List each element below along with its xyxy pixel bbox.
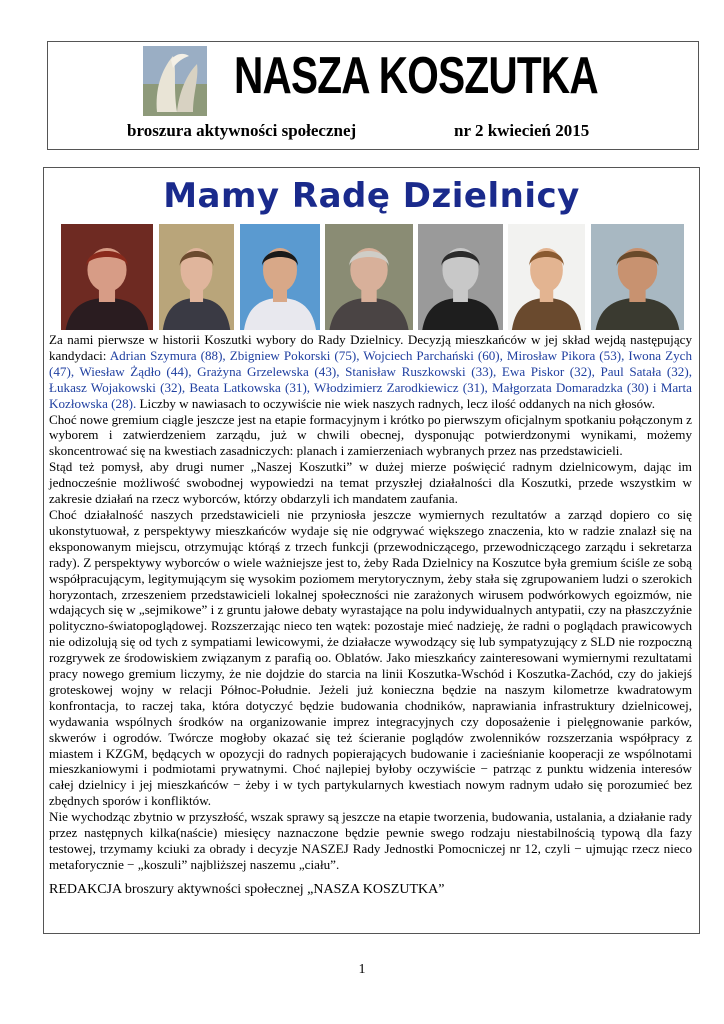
page-number: 1 bbox=[358, 962, 366, 977]
paragraph-3: Stąd też pomysł, aby drugi numer „Naszej Koszutki” w dużej mierze poświęcić radnym dzielnicowym, dając im jednocześnie możliwość swobodnej wypowiedzi na temat przyszłej działalności dla Koszutki, przede wszystkim w zakresie działań na rzecz wyborców, którzy obdarzyli ich mandatem zaufania. bbox=[49, 459, 692, 507]
photo-man-suit bbox=[508, 224, 585, 330]
p1-intro: Za nami pierwsze w historii Koszutki wybory do Rady Dzielnicy. Decyzją mieszkańców w jej skład wejdą następujący kandydaci: bbox=[49, 332, 692, 363]
masthead bbox=[47, 41, 699, 150]
editorial-signature: REDAKCJA broszury aktywności społecznej „NASZA KOSZUTKA” bbox=[49, 882, 445, 897]
candidate-list: Adrian Szymura (88), Zbigniew Pokorski (75), Wojciech Parchański (60), Mirosław Pikora (53), Iwona Zych (47), Wiesław Żądło (44), Grażyna Grzelewska (43), Stanisław Ruszkowski (33), Ewa Piskor (32), Paul Satała (32), Łukasz Wojakowski (32), Beata Latkowska (31), Włodzimierz Zarodkiewicz (31), Małgorzata Domaradzka (30) i Marta Kozłowska (28). bbox=[49, 347, 692, 411]
article-body bbox=[44, 332, 699, 873]
photo-woman-red-hair bbox=[61, 224, 153, 330]
photo-man-beard-outdoor bbox=[591, 224, 684, 330]
issue-info: nr 2 kwiecień 2015 bbox=[454, 121, 590, 140]
photo-man-cap-sunglasses bbox=[240, 224, 320, 330]
photo-woman-grey-hair bbox=[325, 224, 413, 330]
paragraph-1 bbox=[49, 332, 692, 412]
main-article-box bbox=[43, 167, 700, 934]
photo-man-black-white bbox=[418, 224, 503, 330]
photo-woman-on-phone bbox=[159, 224, 234, 330]
publication-subtitle: broszura aktywności społecznej bbox=[127, 121, 357, 140]
p1-outro: Liczby w nawiasach to oczywiście nie wiek naszych radnych, lecz ilość oddanych na nich głosów. bbox=[136, 395, 655, 411]
paragraph-4: Choć działalność naszych przedstawicieli nie przyniosła jeszcze wymiernych rezultatów a zarząd dopiero co się ukonstytuował, z perspektywy mieszkańców wydaje się nie odgrywać większego znaczenia, kto w radzie znalazł się na eksponowanym miejscu, otrzymując którąś z trzech funkcji (przewodniczącego, przewodniczącego zarządu i sekretarza rady). Z perspektywy wyborców o wiele ważniejsze jest to, żeby Rada Dzielnicy na Koszutce była gremium ściśle ze sobą współpracującym, legitymującym się wysokim poziomem merytorycznym, żeby stała się zgrupowaniem ludzi o szerokich horyzontach, zrzeszeniem przedstawicieli lokalnej społeczności nie zarażonych wirusem podwórkowych egoizmów, nie wdających się w „sejmikowe” i z gruntu jałowe debaty wyrastające na polu indywidualnych antypatii, czy na płaszczyźnie polityczno-światopoglądowej. Rozszerzając nieco ten wątek: pozostaje mieć nadzieję, że radni o poglądach prawicowych nie odizolują się od tych z sympatiami lewicowymi, że działacze wywodzący się lub sympatyzujący z SLD nie rozpoczną rozgrywek ze środowiskiem związanym z parafią oo. Oblatów. Jako mieszkańcy zainteresowani wymiernymi rezultatami pracy nowego gremium liczymy, że nie dojdzie do starcia na linii Koszutka-Wschód i Koszutka-Zachód, czy do jakiejś groteskowej wojny w relacji Północ-Południe. Jeżeli już konieczna będzie na naszym kilometrze kwadratowym konfrontacja, to raczej taka, która dotyczyć będzie budowania chodników, naprawiania infrastruktury dzielnicowej, wydawania wspólnych środków na organizowanie imprez integracyjnych czy doposażenie i pielęgnowanie parków, skwerów i ogrodów. Twórcze mogłoby okazać się też ścieranie poglądów zwolenników rozszerzania współpracy z miastem i KZGM, będących w opozycji do radnych popierających budowanie i zacieśnianie kooperacji ze wspólnotami mieszkaniowymi i podmiotami prywatnymi. Choć najlepiej byłoby oczywiście − patrząc z punktu widzenia interesów całej dzielnicy i jej mieszkańców − żeby i w tych partykularnych kwestiach nowym radnym udało się porozumieć bez zbędnych sporów i konfliktów. bbox=[49, 506, 692, 809]
article-headline: Mamy Radę Dzielnicy bbox=[163, 176, 580, 216]
paragraph-5: Nie wychodząc zbytnio w przyszłość, wszak sprawy są jeszcze na etapie tworzenia, budowania, ustalania, a działanie rady przez następnych kilka(naście) miesięcy naznaczone będzie pewnie swego rodzaju niestabilnością typową dla fazy testowej, trzymamy kciuki za obrady i decyzje NASZEJ Rady Jednostki Pomocniczej nr 12, czyli − ujmując rzecz nieco metaforycznie − „koszuli” najbliższej naszemu „ciału”. bbox=[49, 809, 692, 872]
publication-title: NASZA KOSZUTKA bbox=[234, 47, 598, 105]
paragraph-2: Choć nowe gremium ciągle jeszcze jest na etapie formacyjnym i krótko po pierwszym oficjalnym spotkaniu połączonym z wyborem i zatwierdzeniem zarządu, już w chwili obecnej, dysponując potwierdzonymi wynikami, możemy skoncentrować się na kwestiach zasadniczych: planach i zamierzeniach wybranych przez nas przedstawicieli. bbox=[49, 411, 692, 459]
sculpture-logo-icon bbox=[143, 46, 207, 116]
council-members-photos bbox=[61, 224, 684, 330]
